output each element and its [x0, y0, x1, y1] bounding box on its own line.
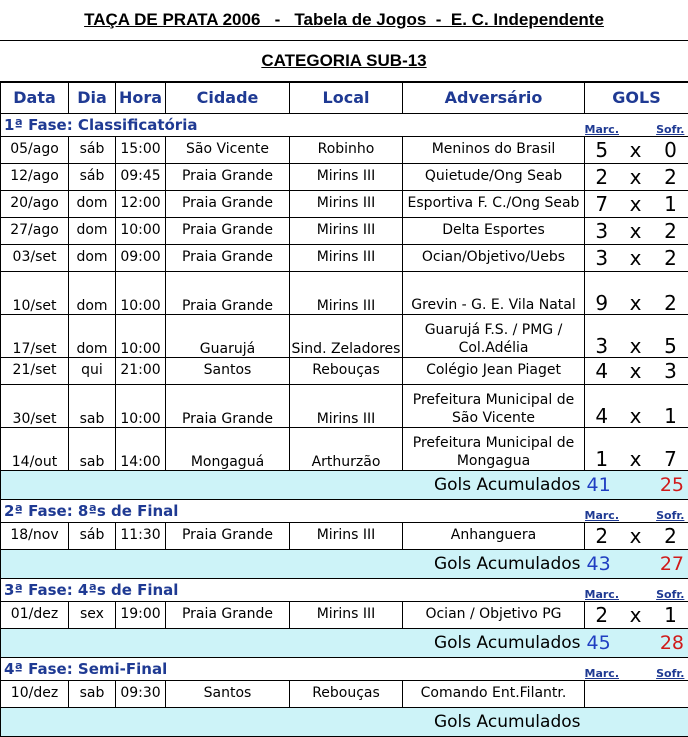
- game-opponent: Prefeitura Municipal de Mongagua: [403, 428, 585, 471]
- game-venue: Rebouças: [290, 681, 403, 708]
- goals-scored: 5: [585, 137, 619, 164]
- game-date: 05/ago: [1, 137, 69, 164]
- accumulated-label: Gols Acumulados: [1, 629, 585, 658]
- conceded-label: Sofr.: [653, 114, 688, 137]
- game-city: Praia Grande: [166, 523, 290, 550]
- game-opponent: Comando Ent.Filantr.: [403, 681, 585, 708]
- game-row: [1, 137, 688, 164]
- game-day: dom: [69, 315, 116, 358]
- game-time: 09:45: [116, 164, 166, 191]
- game-venue: Robinho: [290, 137, 403, 164]
- accumulated-goals-row: [1, 550, 688, 579]
- game-day: sab: [69, 385, 116, 428]
- category-title: CATEGORIA SUB-13: [0, 40, 688, 82]
- game-time: 15:00: [116, 137, 166, 164]
- game-time: 21:00: [116, 358, 166, 385]
- game-date: 03/set: [1, 245, 69, 272]
- game-time: 12:00: [116, 191, 166, 218]
- scored-label: Marc.: [585, 500, 619, 523]
- goals-conceded: 2: [653, 272, 688, 315]
- game-city: Praia Grande: [166, 272, 290, 315]
- game-opponent: Ocian/Objetivo/Uebs: [403, 245, 585, 272]
- goals-conceded: 2: [653, 218, 688, 245]
- phase-header-row: [1, 114, 688, 137]
- game-day: dom: [69, 218, 116, 245]
- game-day: sab: [69, 428, 116, 471]
- accumulated-goals-row: [1, 471, 688, 500]
- game-date: 30/set: [1, 385, 69, 428]
- game-opponent: Meninos do Brasil: [403, 137, 585, 164]
- game-opponent: Esportiva F. C./Ong Seab: [403, 191, 585, 218]
- goals-scored: 4: [585, 358, 619, 385]
- game-row: [1, 358, 688, 385]
- game-time: 10:00: [116, 272, 166, 315]
- game-opponent: Ocian / Objetivo PG: [403, 602, 585, 629]
- conceded-label: Sofr.: [653, 500, 688, 523]
- game-row: [1, 218, 688, 245]
- header-date: Data: [1, 83, 69, 114]
- game-venue: Mirins III: [290, 602, 403, 629]
- versus-mark: [619, 681, 653, 708]
- game-time: 10:00: [116, 385, 166, 428]
- header-goals: GOLS: [585, 83, 688, 114]
- game-city: Santos: [166, 681, 290, 708]
- game-opponent: Anhanguera: [403, 523, 585, 550]
- game-day: sáb: [69, 137, 116, 164]
- game-time: 09:30: [116, 681, 166, 708]
- conceded-label: Sofr.: [653, 579, 688, 602]
- versus-mark: x: [619, 272, 653, 315]
- game-row: [1, 681, 688, 708]
- game-date: 10/dez: [1, 681, 69, 708]
- versus-mark: x: [619, 137, 653, 164]
- goals-conceded: 3: [653, 358, 688, 385]
- game-city: Praia Grande: [166, 602, 290, 629]
- header-row: [1, 83, 688, 114]
- game-row: [1, 245, 688, 272]
- game-day: sex: [69, 602, 116, 629]
- game-city: Praia Grande: [166, 385, 290, 428]
- phase-title: 3ª Fase: 4ªs de Final: [1, 579, 585, 602]
- game-day: sáb: [69, 164, 116, 191]
- scored-label: Marc.: [585, 658, 619, 681]
- game-time: 19:00: [116, 602, 166, 629]
- game-venue: Rebouças: [290, 358, 403, 385]
- game-row: [1, 191, 688, 218]
- game-city: Praia Grande: [166, 245, 290, 272]
- game-time: 14:00: [116, 428, 166, 471]
- goals-scored: 3: [585, 245, 619, 272]
- game-city: Praia Grande: [166, 164, 290, 191]
- versus-mark: x: [619, 358, 653, 385]
- game-city: Guarujá: [166, 315, 290, 358]
- game-time: 11:30: [116, 523, 166, 550]
- game-date: 14/out: [1, 428, 69, 471]
- game-city: Praia Grande: [166, 218, 290, 245]
- scored-label: Marc.: [585, 114, 619, 137]
- accumulated-scored: 45: [585, 629, 653, 658]
- goals-scored: 4: [585, 385, 619, 428]
- game-day: sáb: [69, 523, 116, 550]
- accumulated-label: Gols Acumulados: [1, 550, 585, 579]
- versus-mark: x: [619, 428, 653, 471]
- versus-mark: x: [619, 245, 653, 272]
- game-day: qui: [69, 358, 116, 385]
- game-venue: Mirins III: [290, 191, 403, 218]
- game-row: [1, 272, 688, 315]
- goals-conceded: 7: [653, 428, 688, 471]
- accumulated-scored: [585, 708, 653, 737]
- game-venue: Mirins III: [290, 245, 403, 272]
- game-row: [1, 164, 688, 191]
- game-row: [1, 315, 688, 358]
- header-day: Dia: [69, 83, 116, 114]
- game-venue: Mirins III: [290, 164, 403, 191]
- phase-title: 2ª Fase: 8ªs de Final: [1, 500, 585, 523]
- phase-title: 1ª Fase: Classificatória: [1, 114, 585, 137]
- conceded-label: Sofr.: [653, 658, 688, 681]
- game-date: 27/ago: [1, 218, 69, 245]
- phase-header-row: [1, 579, 688, 602]
- goals-conceded: 1: [653, 385, 688, 428]
- versus-mark: x: [619, 315, 653, 358]
- game-opponent: Grevin - G. E. Vila Natal: [403, 272, 585, 315]
- game-venue: Mirins III: [290, 385, 403, 428]
- goals-scored: 7: [585, 191, 619, 218]
- header-opponent: Adversário: [403, 83, 585, 114]
- page-title: TAÇA DE PRATA 2006 - Tabela de Jogos - E. C. Independente: [0, 0, 688, 40]
- game-opponent: Colégio Jean Piaget: [403, 358, 585, 385]
- game-opponent: Prefeitura Municipal de São Vicente: [403, 385, 585, 428]
- game-row: [1, 385, 688, 428]
- game-city: São Vicente: [166, 137, 290, 164]
- game-city: Santos: [166, 358, 290, 385]
- game-venue: Mirins III: [290, 272, 403, 315]
- versus-mark: x: [619, 385, 653, 428]
- game-venue: Arthurzão: [290, 428, 403, 471]
- accumulated-label: Gols Acumulados: [1, 471, 585, 500]
- game-date: 21/set: [1, 358, 69, 385]
- game-opponent: Delta Esportes: [403, 218, 585, 245]
- accumulated-conceded: 28: [653, 629, 688, 658]
- game-row: [1, 602, 688, 629]
- scored-label: Marc.: [585, 579, 619, 602]
- goals-scored: 9: [585, 272, 619, 315]
- game-day: dom: [69, 245, 116, 272]
- games-table: [0, 82, 688, 737]
- goals-conceded: 2: [653, 245, 688, 272]
- game-day: sab: [69, 681, 116, 708]
- accumulated-goals-row: [1, 629, 688, 658]
- goals-scored: 2: [585, 164, 619, 191]
- phase-header-row: [1, 500, 688, 523]
- versus-mark: x: [619, 191, 653, 218]
- game-date: 10/set: [1, 272, 69, 315]
- header-city: Cidade: [166, 83, 290, 114]
- goals-scored: 2: [585, 602, 619, 629]
- goals-conceded: 1: [653, 602, 688, 629]
- game-opponent: Quietude/Ong Seab: [403, 164, 585, 191]
- accumulated-scored: 41: [585, 471, 653, 500]
- accumulated-label: Gols Acumulados: [1, 708, 585, 737]
- game-day: dom: [69, 191, 116, 218]
- accumulated-conceded: [653, 708, 688, 737]
- goals-scored: 3: [585, 218, 619, 245]
- accumulated-scored: 43: [585, 550, 653, 579]
- game-date: 01/dez: [1, 602, 69, 629]
- game-opponent: Guarujá F.S. / PMG / Col.Adélia: [403, 315, 585, 358]
- game-time: 10:00: [116, 218, 166, 245]
- game-date: 20/ago: [1, 191, 69, 218]
- versus-mark: x: [619, 164, 653, 191]
- goals-scored: [585, 681, 619, 708]
- goals-conceded: 2: [653, 523, 688, 550]
- header-time: Hora: [116, 83, 166, 114]
- game-city: Praia Grande: [166, 191, 290, 218]
- game-row: [1, 428, 688, 471]
- game-day: dom: [69, 272, 116, 315]
- goals-conceded: 5: [653, 315, 688, 358]
- phase-title: 4ª Fase: Semi-Final: [1, 658, 585, 681]
- versus-mark: x: [619, 218, 653, 245]
- game-time: 10:00: [116, 315, 166, 358]
- game-venue: Sind. Zeladores: [290, 315, 403, 358]
- versus-mark: x: [619, 602, 653, 629]
- goals-scored: 1: [585, 428, 619, 471]
- goals-scored: 3: [585, 315, 619, 358]
- game-date: 18/nov: [1, 523, 69, 550]
- game-time: 09:00: [116, 245, 166, 272]
- game-date: 17/set: [1, 315, 69, 358]
- phase-header-row: [1, 658, 688, 681]
- goals-conceded: 0: [653, 137, 688, 164]
- goals-conceded: 1: [653, 191, 688, 218]
- game-date: 12/ago: [1, 164, 69, 191]
- game-venue: Mirins III: [290, 523, 403, 550]
- game-row: [1, 523, 688, 550]
- versus-mark: x: [619, 523, 653, 550]
- accumulated-conceded: 27: [653, 550, 688, 579]
- game-city: Mongaguá: [166, 428, 290, 471]
- accumulated-conceded: 25: [653, 471, 688, 500]
- accumulated-goals-row: [1, 708, 688, 737]
- header-venue: Local: [290, 83, 403, 114]
- game-venue: Mirins III: [290, 218, 403, 245]
- goals-conceded: 2: [653, 164, 688, 191]
- goals-conceded: [653, 681, 688, 708]
- goals-scored: 2: [585, 523, 619, 550]
